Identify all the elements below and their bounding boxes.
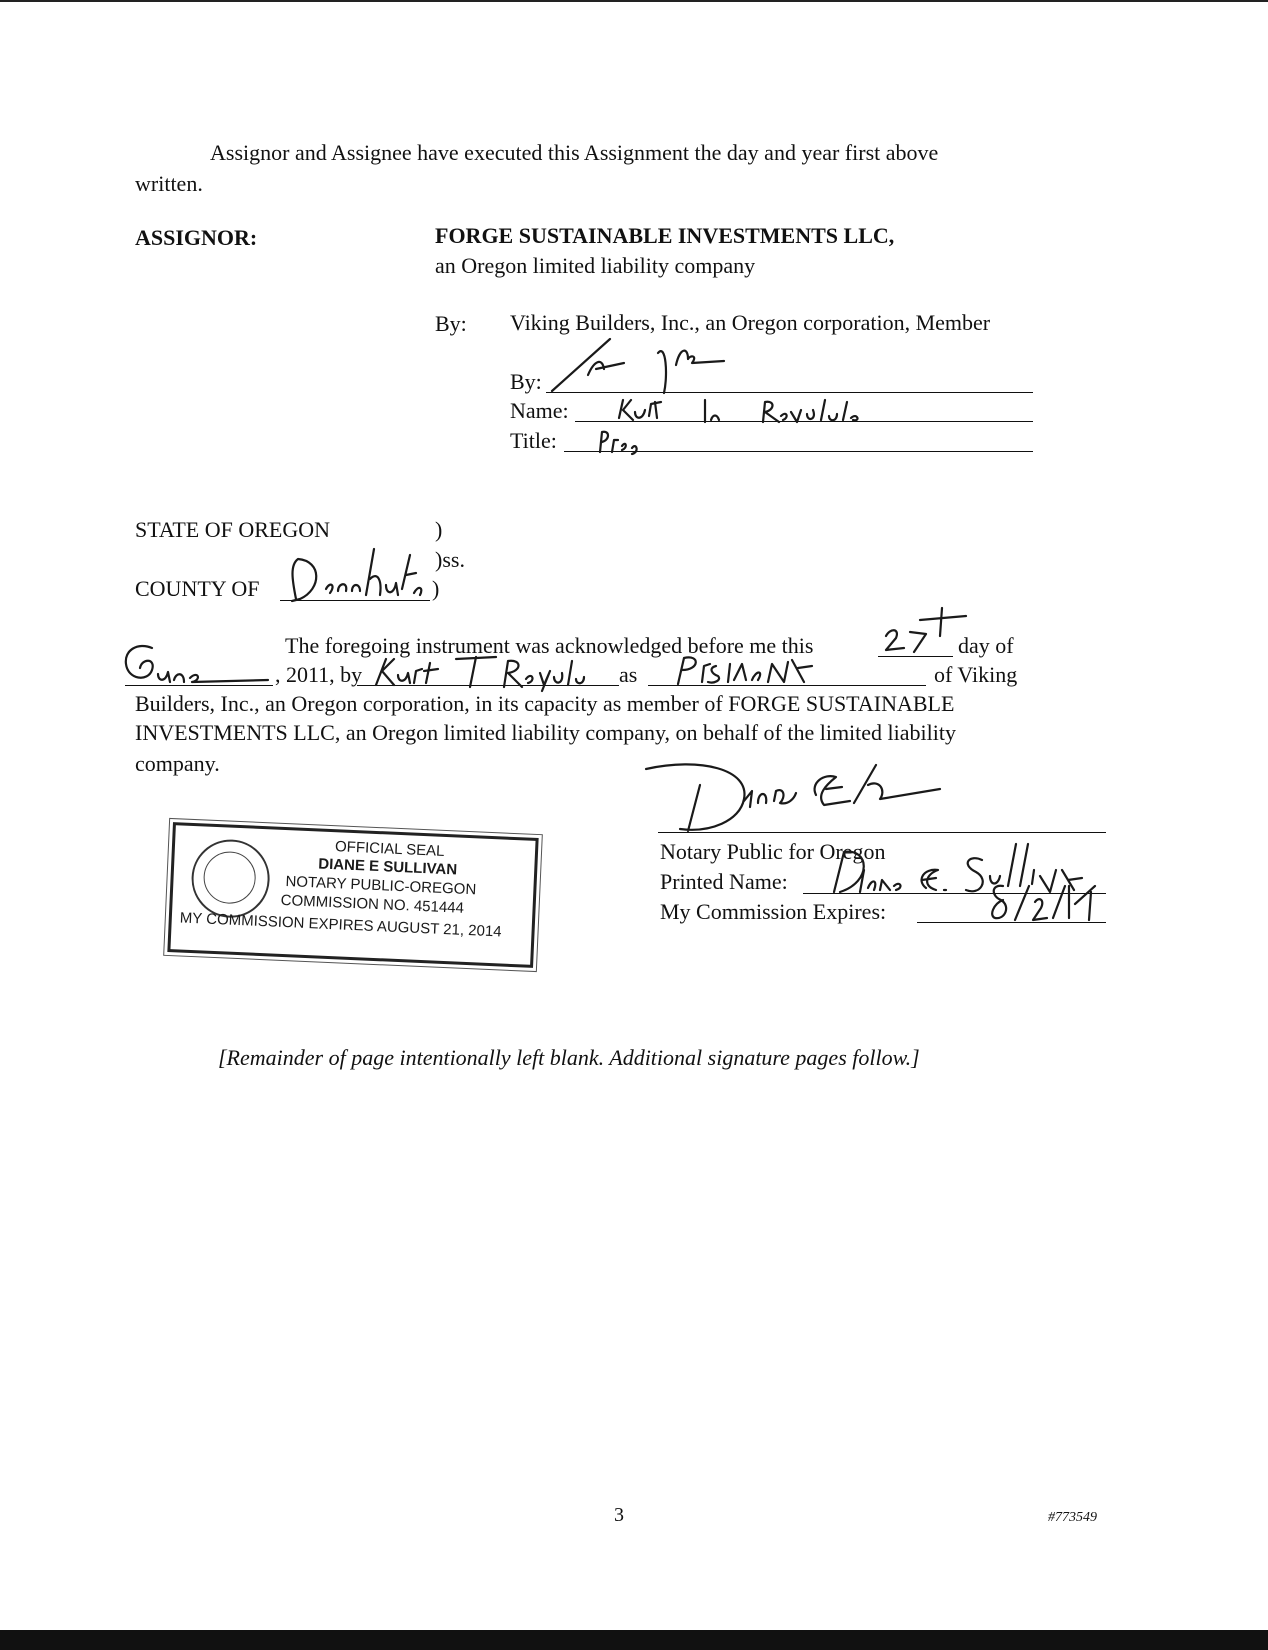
stamp-line-1: OFFICIAL SEAL: [334, 838, 445, 860]
ack-title-handwriting: [672, 652, 892, 688]
notary-expires-handwriting: [985, 880, 1105, 928]
assignor-company-desc: an Oregon limited liability company: [435, 253, 756, 278]
page-number: 3: [614, 1504, 624, 1526]
notary-signature-line: [658, 832, 1106, 833]
ack-line-1-b: day of: [958, 633, 1014, 658]
venue-ss: )ss.: [435, 547, 465, 572]
ack-line-2-a: , 2011, by: [275, 662, 363, 687]
assignor-by-label: By:: [435, 311, 467, 336]
printed-name-label: Printed Name:: [660, 869, 788, 894]
notary-public-line: Notary Public for Oregon: [660, 839, 886, 864]
stamp-line-3: NOTARY PUBLIC-OREGON: [285, 873, 477, 899]
stamp-line-4: COMMISSION NO. 451444: [280, 891, 465, 917]
venue-paren-1: ): [435, 517, 443, 542]
ack-line-2-c: of Viking: [934, 662, 1018, 687]
signature-by-label: By:: [510, 369, 542, 394]
top-border: [0, 0, 1268, 2]
county-label: COUNTY OF: [135, 576, 260, 601]
ack-line-1-a: The foregoing instrument was acknowledged before me this: [285, 633, 814, 658]
state-seal-icon: [190, 838, 271, 919]
stamp-line-2: DIANE E SULLIVAN: [317, 855, 458, 879]
signature-title-label: Title:: [510, 428, 557, 453]
closing-line-1: Assignor and Assignee have executed this Assignment the day and year first above: [210, 140, 939, 165]
assignor-company: FORGE SUSTAINABLE INVESTMENTS LLC,: [435, 223, 895, 248]
county-handwriting: [282, 545, 432, 605]
stamp-line-5: MY COMMISSION EXPIRES AUGUST 21, 2014: [179, 909, 502, 941]
ack-month-handwriting: [118, 640, 278, 690]
notary-signature: [640, 755, 980, 835]
venue-paren-3: ): [432, 576, 440, 601]
assignor-printed-name-handwriting: [615, 396, 905, 428]
assignor-label: ASSIGNOR:: [135, 225, 258, 250]
ack-line-5: company.: [135, 751, 220, 776]
ack-line-3: Builders, Inc., an Oregon corporation, in its capacity as member of FORGE SUSTAINABLE: [135, 691, 955, 716]
notary-stamp: [167, 822, 538, 968]
assignor-member: Viking Builders, Inc., an Oregon corporation, Member: [510, 310, 991, 335]
closing-line-2: written.: [135, 171, 203, 196]
ack-line-2-b: as: [619, 662, 638, 687]
bottom-scan-bar: [0, 1630, 1268, 1650]
document-id: #773549: [1048, 1510, 1097, 1525]
ack-name-handwriting: [372, 655, 622, 691]
assignor-title-handwriting: [596, 428, 656, 458]
expires-label: My Commission Expires:: [660, 899, 887, 924]
assignor-signature: [548, 335, 768, 395]
remainder-note: [Remainder of page intentionally left blank. Additional signature pages follow.]: [218, 1045, 920, 1070]
state-line: STATE OF OREGON: [135, 517, 331, 542]
signature-name-label: Name:: [510, 398, 569, 423]
ack-line-4: INVESTMENTS LLC, an Oregon limited liability company, on behalf of the limited liability: [135, 720, 956, 745]
